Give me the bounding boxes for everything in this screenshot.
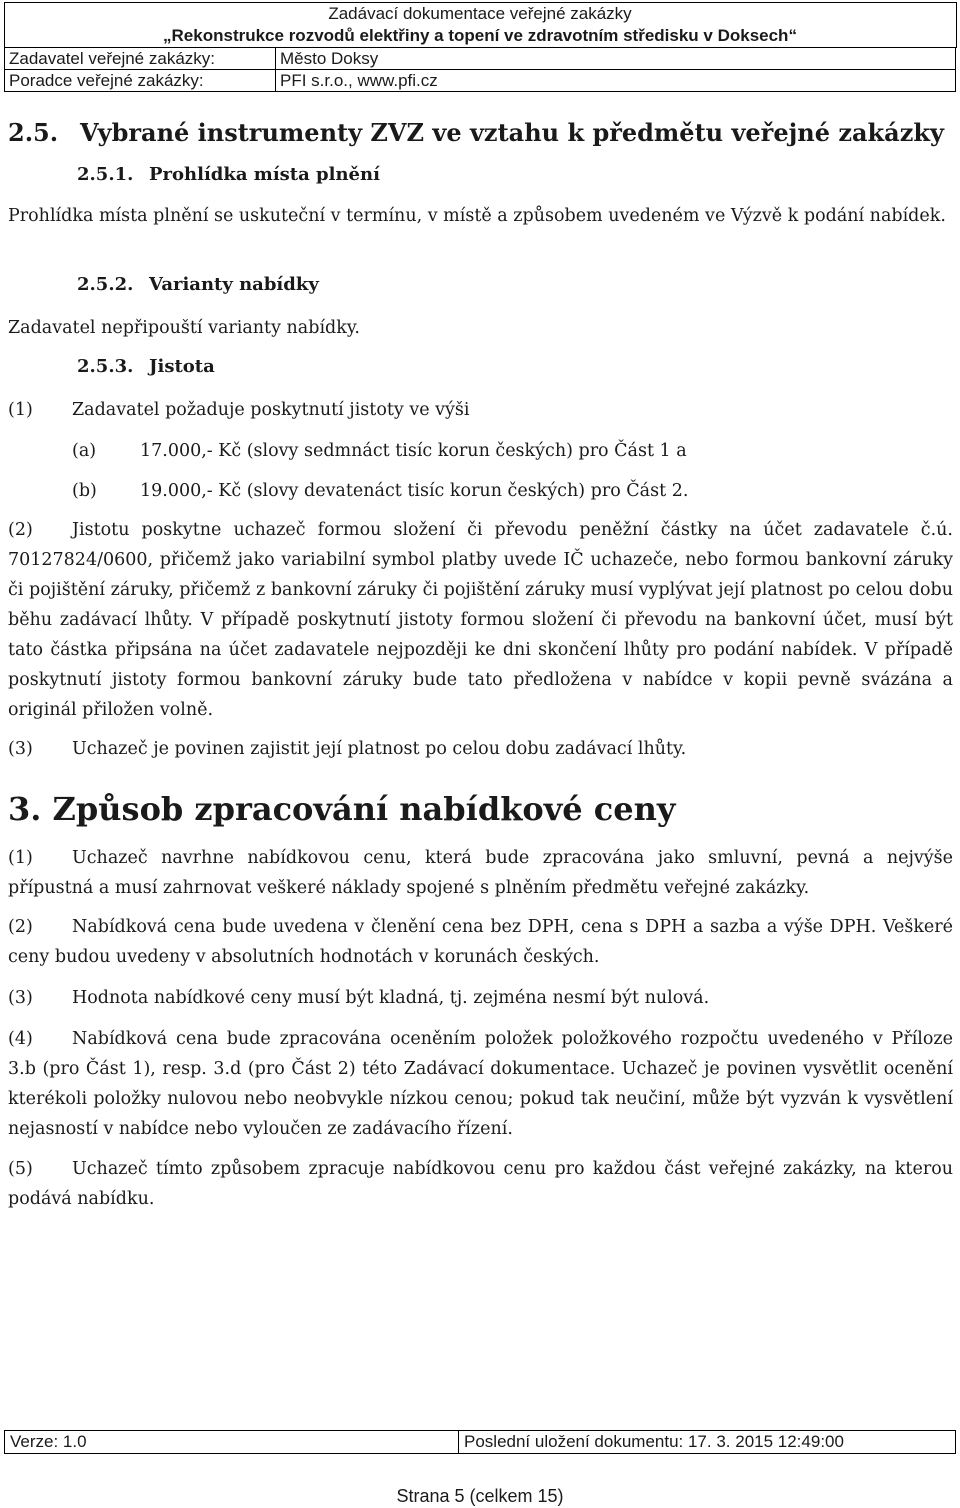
page-number: Strana 5 (celkem 15) — [396, 1486, 564, 1506]
header-label: Poradce veřejné zakázky: — [5, 70, 276, 92]
list-item — [8, 843, 953, 903]
section-heading-2-5-2 — [77, 274, 319, 295]
header-document-type: Zadávací dokumentace veřejné zakázky — [328, 4, 632, 23]
list-item — [8, 515, 953, 725]
list-item-text: Uchazeč navrhne nabídkovou cenu, která bude zpracována jako smluvní, pevná a nejvýše přípustná a musí zahrnovat veškeré náklady spojené s plněním předmětu veřejné zakázky. — [8, 848, 953, 898]
sub-list-item — [72, 436, 687, 466]
paragraph-site-visit: Prohlídka místa plnění se uskuteční v termínu, v místě a způsobem uvedeném ve Výzvě k podání nabídek. — [8, 206, 946, 226]
footer-table — [4, 1430, 956, 1454]
header-table — [4, 47, 956, 92]
list-item-text: Hodnota nabídkové ceny musí být kladná, tj. zejména nesmí být nulová. — [72, 988, 710, 1008]
section-title: Vybrané instrumenty ZVZ ve vztahu k předmětu veřejné zakázky — [80, 118, 944, 147]
list-item — [8, 983, 953, 1013]
list-item-label: (5) — [8, 1159, 33, 1179]
list-item-label: (1) — [8, 400, 33, 420]
section-title: Jistota — [149, 356, 215, 377]
list-item-text: Uchazeč je povinen zajistit její platnost po celou dobu zadávací lhůty. — [72, 739, 687, 759]
header-contract-name: „Rekonstrukce rozvodů elektřiny a topení ve zdravotním středisku v Doksech“ — [163, 26, 797, 45]
chapter-number: 3. — [8, 790, 42, 828]
header-value: PFI s.r.o., www.pfi.cz — [276, 70, 956, 92]
list-item-text: Zadavatel požaduje poskytnutí jistoty ve výši — [72, 400, 470, 420]
header-value: Město Doksy — [276, 48, 956, 70]
list-item — [8, 734, 953, 764]
list-item-text: Jistotu poskytne uchazeč formou složení či převodu peněžní částky na účet zadavatele č.ú. 70127824/0600, přičemž jako variabilní symbol platby uvede IČ uchazeče, nebo formou bankovní záruky či pojištění záruky, přičemž z bankovní záruky či pojištění záruky musí vyplývat její platnost po celou dobu běhu zadávací lhůty. V případě poskytnutí jistoty formou složení či převodu na bankovní účet, musí být tato částka připsána na účet zadavatele nejpozději ke dni skončení lhůty pro podání nabídek. V případě poskytnutí jistoty formou bankovní záruky bude tato předložena v nabídce v kopii pevně svázána a originál přiložen volně. — [8, 520, 953, 720]
list-item-label: (2) — [8, 917, 33, 937]
sub-list-item-label: (a) — [72, 441, 97, 461]
paragraph-variants: Zadavatel nepřipouští varianty nabídky. — [8, 318, 360, 338]
header-row-advisor — [5, 70, 956, 92]
sub-list-item-text: 19.000,- Kč (slovy devatenáct tisíc korun českých) pro Část 2. — [140, 481, 689, 501]
list-item-label: (3) — [8, 739, 33, 759]
chapter-title: Způsob zpracování nabídkové ceny — [52, 790, 676, 828]
chapter-heading-3 — [8, 790, 676, 828]
sub-list-item — [72, 476, 688, 506]
section-number: 2.5.3. — [77, 356, 134, 377]
section-number: 2.5.1. — [77, 164, 134, 185]
footer-version: Verze: 1.0 — [5, 1431, 459, 1454]
list-item-label: (2) — [8, 520, 33, 540]
list-item-text: Nabídková cena bude zpracována oceněním položek položkového rozpočtu uvedeného v Příloze 3.b (pro Část 1), resp. 3.d (pro Část 2) této Zadávací dokumentace. Uchazeč je povinen vysvětlit ocenění kterékoli položky nulovou nebo neobvykle nízkou cenou; pokud tak neučiní, může být vyzván k vysvětlení nejasností v nabídce nebo vyloučen ze zadávacího řízení. — [8, 1029, 953, 1139]
list-item-label: (3) — [8, 988, 33, 1008]
section-number: 2.5.2. — [77, 274, 134, 295]
header-label: Zadavatel veřejné zakázky: — [5, 48, 276, 70]
list-item-text: Uchazeč tímto způsobem zpracuje nabídkovou cenu pro každou část veřejné zakázky, na kterou podává nabídku. — [8, 1159, 953, 1209]
section-heading-2-5-1 — [77, 164, 380, 185]
sub-list-item-text: 17.000,- Kč (slovy sedmnáct tisíc korun českých) pro Část 1 a — [140, 441, 687, 461]
list-item-label: (1) — [8, 848, 33, 868]
section-title: Prohlídka místa plnění — [149, 164, 380, 185]
header-row-contracting-authority — [5, 48, 956, 70]
list-item — [8, 912, 953, 972]
list-item-label: (4) — [8, 1029, 33, 1049]
list-item — [8, 1024, 953, 1144]
list-item — [8, 1154, 953, 1214]
list-item — [8, 395, 953, 425]
section-title: Varianty nabídky — [149, 274, 319, 295]
section-heading-2-5 — [8, 118, 944, 147]
section-number: 2.5. — [8, 118, 59, 147]
footer-last-saved: Poslední uložení dokumentu: 17. 3. 2015 12:49:00 — [459, 1431, 956, 1454]
list-item-text: Nabídková cena bude uvedena v členění cena bez DPH, cena s DPH a sazba a výše DPH. Veškeré ceny budou uvedeny v absolutních hodnotách v korunách českých. — [8, 917, 953, 967]
sub-list-item-label: (b) — [72, 481, 97, 501]
section-heading-2-5-3 — [77, 356, 215, 377]
